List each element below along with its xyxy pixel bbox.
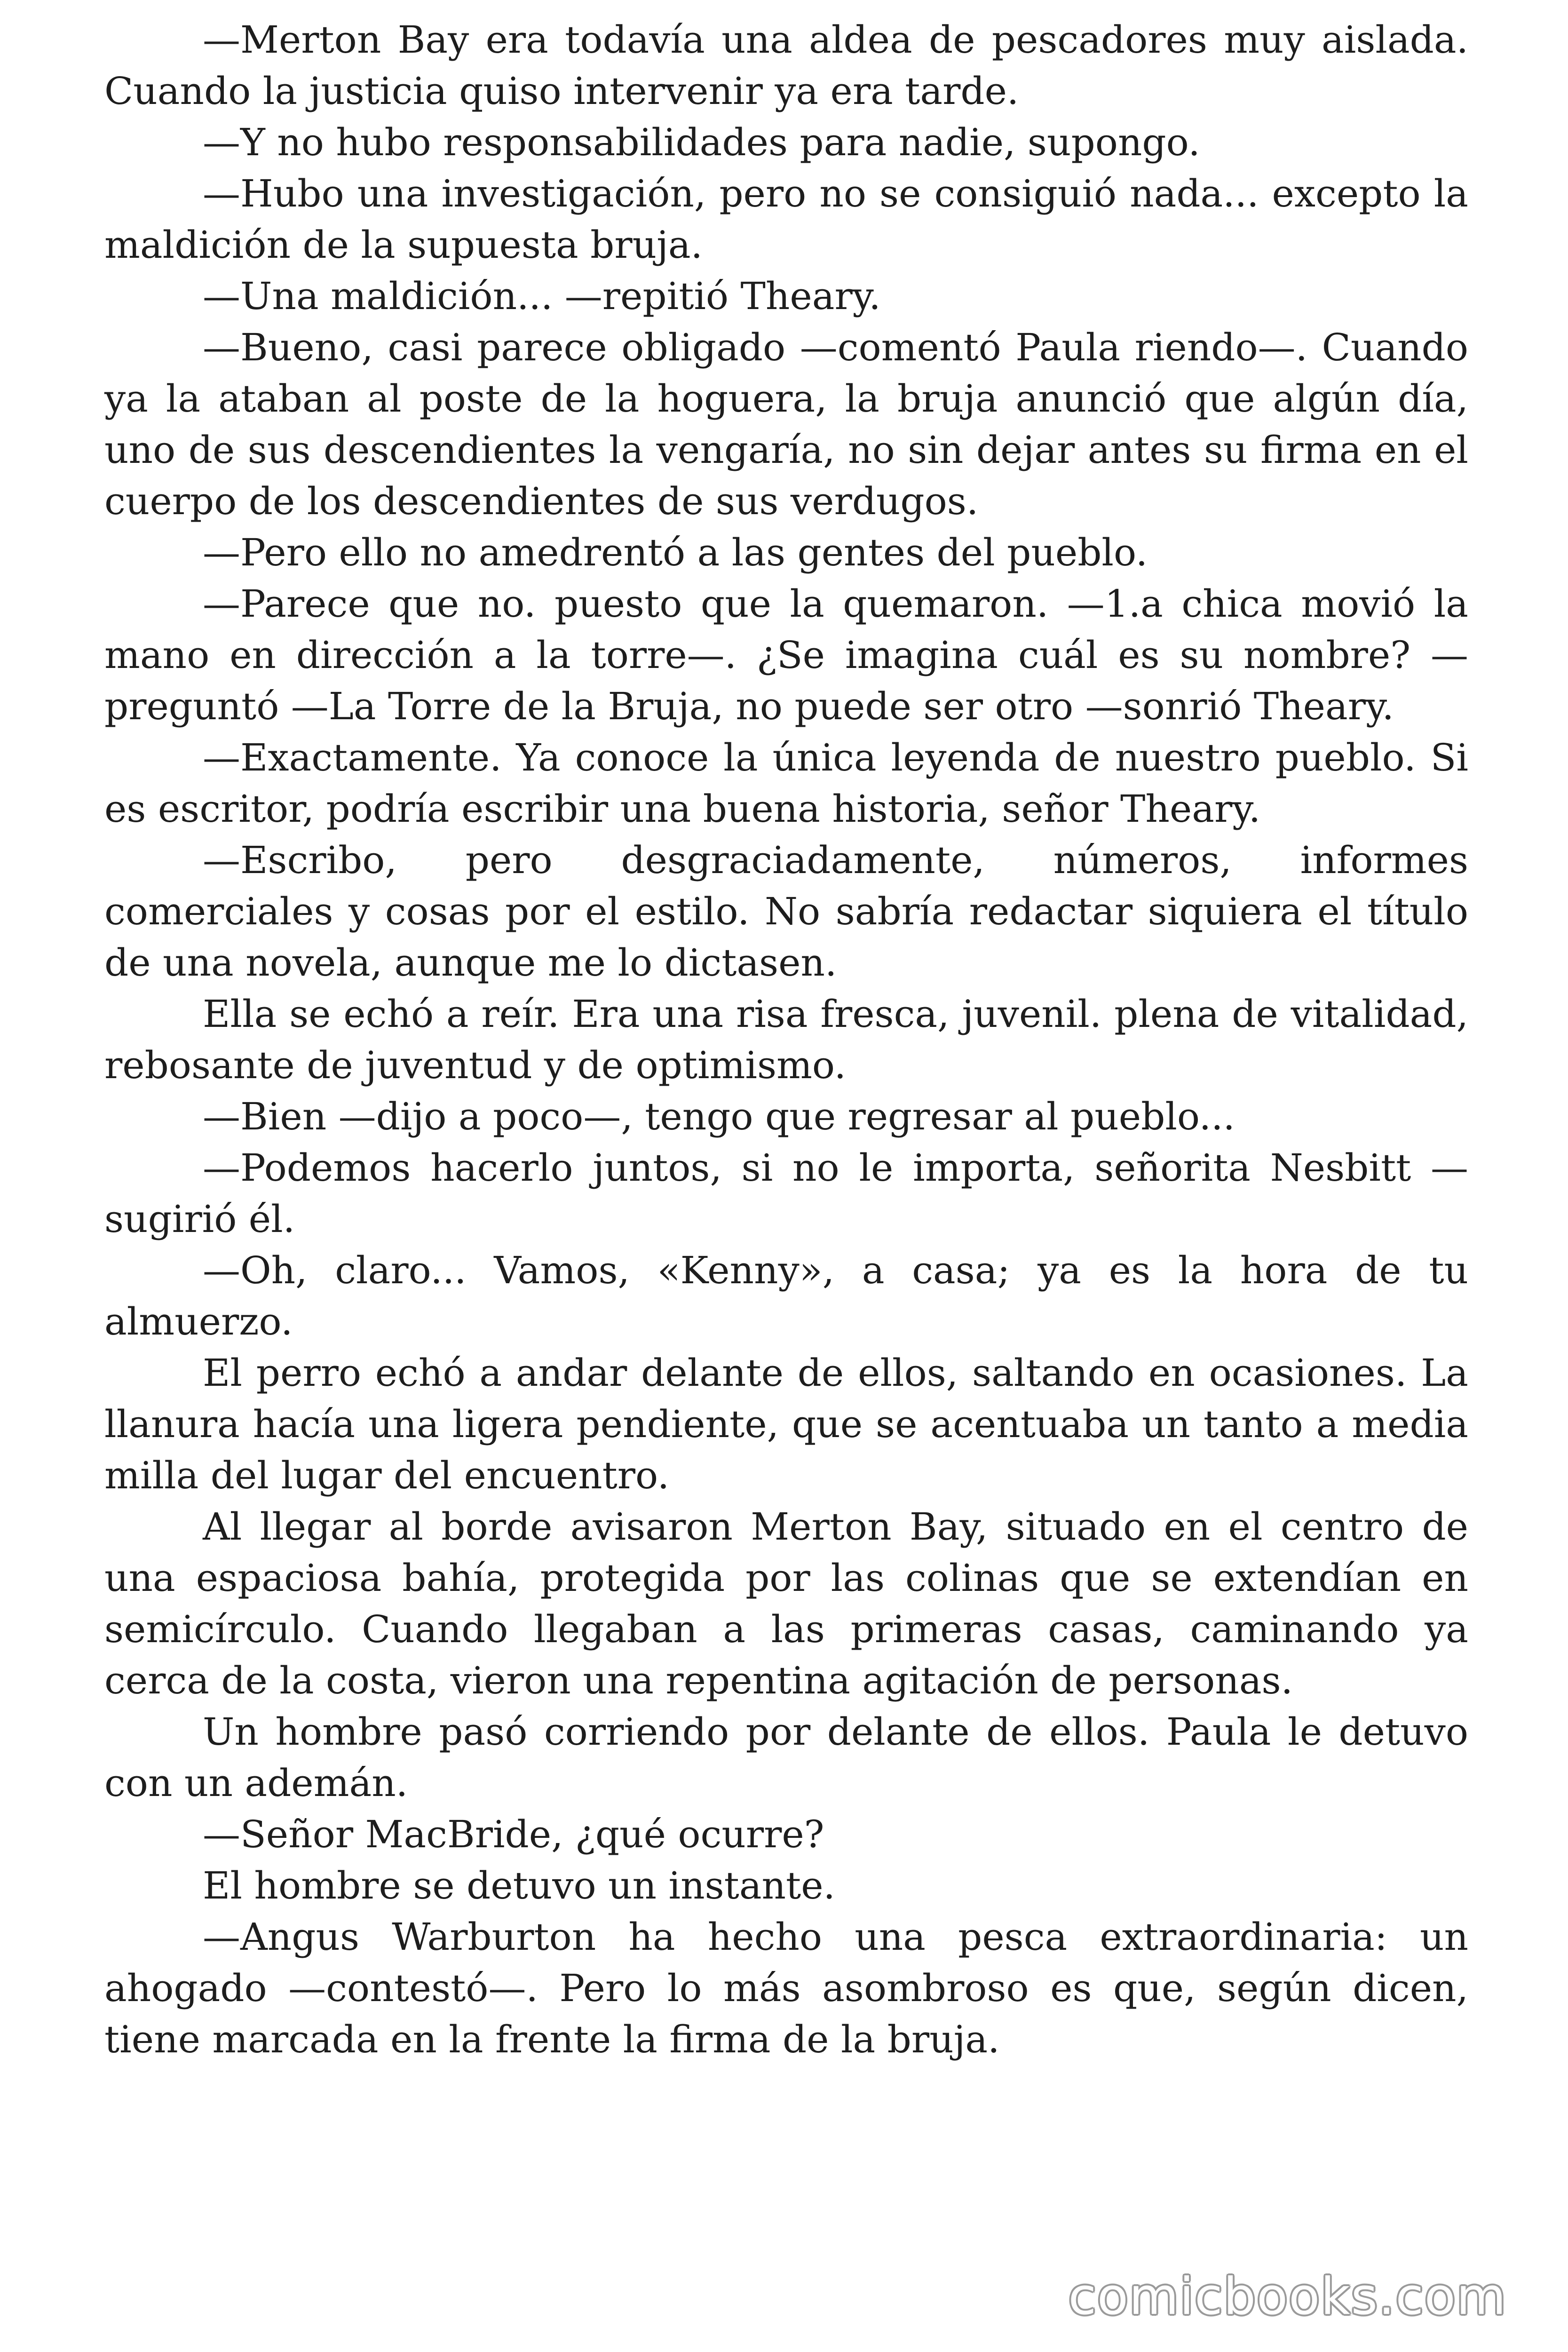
paragraph: —Pero ello no amedrentó a las gentes del pueblo. bbox=[203, 531, 1148, 574]
paragraph: —Parece que no. puesto que la quemaron. —1.a chica movió la mano en dirección a la torre—. ¿Se imagina cuál es su nombre? —preguntó —La Torre de la Bruja, no puede ser otro —sonrió Theary. bbox=[104, 582, 1468, 728]
paragraph: —Podemos hacerlo juntos, si no le importa, señorita Nesbitt —sugirió él. bbox=[104, 1146, 1468, 1241]
paragraph: —Exactamente. Ya conoce la única leyenda de nuestro pueblo. Si es escritor, podría escribir una buena historia, señor Theary. bbox=[104, 736, 1468, 831]
paragraph: —Merton Bay era todavía una aldea de pescadores muy aislada. Cuando la justicia quiso intervenir ya era tarde. bbox=[104, 18, 1468, 113]
page-text bbox=[104, 14, 1468, 2065]
paragraph: —Una maldición... —repitió Theary. bbox=[203, 274, 881, 318]
paragraph: El hombre se detuvo un instante. bbox=[203, 1864, 835, 1907]
paragraph: —Y no hubo responsabilidades para nadie, supongo. bbox=[203, 120, 1200, 164]
paragraph: —Oh, claro... Vamos, «Kenny», a casa; ya es la hora de tu almuerzo. bbox=[104, 1248, 1468, 1343]
paragraph: Ella se echó a reír. Era una risa fresca, juvenil. plena de vitalidad, rebosante de juventud y de optimismo. bbox=[104, 992, 1468, 1087]
paragraph: Un hombre pasó corriendo por delante de ellos. Paula le detuvo con un ademán. bbox=[104, 1710, 1468, 1805]
paragraph: —Escribo, pero desgraciadamente, números, informes comerciales y cosas por el estilo. No sabría redactar siquiera el título de una novela, aunque me lo dictasen. bbox=[104, 838, 1468, 985]
paragraph: —Bien —dijo a poco—, tengo que regresar al pueblo... bbox=[203, 1095, 1235, 1138]
watermark-logo: comicbooks.com bbox=[1068, 2267, 1507, 2326]
paragraph: —Bueno, casi parece obligado —comentó Paula riendo—. Cuando ya la ataban al poste de la hoguera, la bruja anunció que algún día, uno de sus descendientes la vengaría, no sin dejar antes su firma en el cuerpo de los descendientes de sus verdugos. bbox=[104, 326, 1468, 523]
paragraph: —Hubo una investigación, pero no se consiguió nada... excepto la maldición de la supuesta bruja. bbox=[104, 172, 1468, 267]
paragraph: Al llegar al borde avisaron Merton Bay, situado en el centro de una espaciosa bahía, protegida por las colinas que se extendían en semicírculo. Cuando llegaban a las primeras casas, caminando ya cerca de la costa, vieron una repentina agitación de personas. bbox=[104, 1505, 1468, 1702]
paragraph: El perro echó a andar delante de ellos, saltando en ocasiones. La llanura hacía una ligera pendiente, que se acentuaba un tanto a media milla del lugar del encuentro. bbox=[104, 1351, 1468, 1497]
paragraph: —Angus Warburton ha hecho una pesca extraordinaria: un ahogado —contestó—. Pero lo más asombroso es que, según dicen, tiene marcada en la frente la firma de la bruja. bbox=[104, 1915, 1468, 2061]
paragraph: —Señor MacBride, ¿qué ocurre? bbox=[203, 1812, 824, 1856]
